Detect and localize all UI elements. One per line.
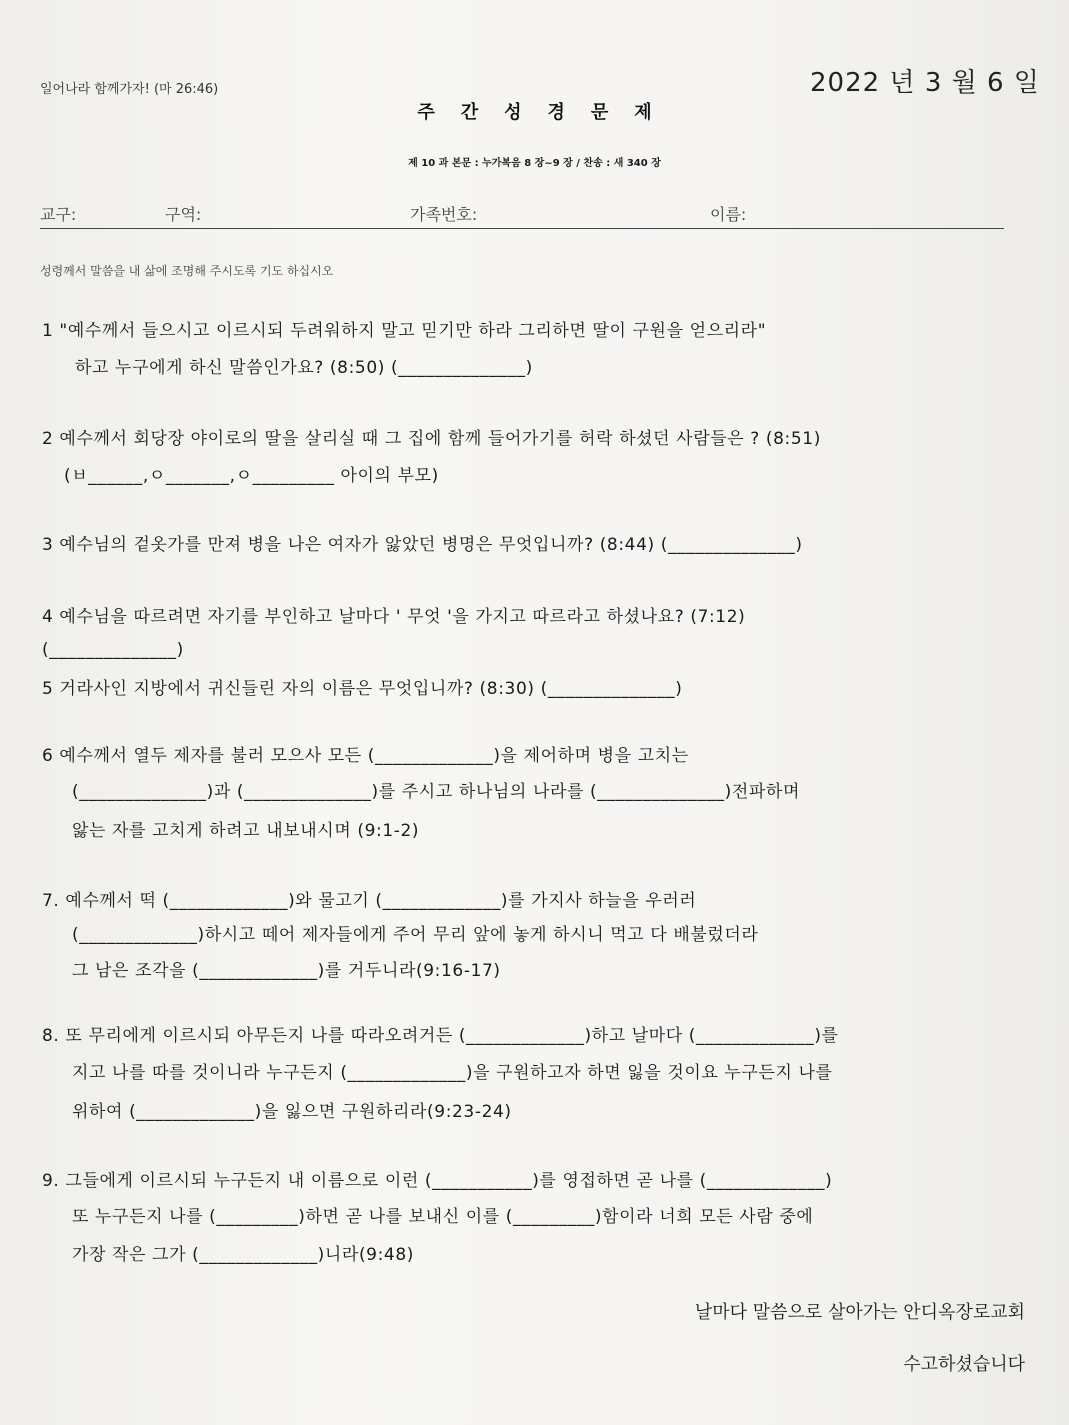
thanks-text: 수고하셨습니다 (903, 1354, 1025, 1375)
parish-field: 교구: (40, 205, 77, 224)
prayer-instruction: 성령께서 말씀을 내 삶에 조명해 주시도록 기도 하십시오 (40, 264, 334, 278)
question-8-line-1: 8. 또 무리에게 이르시되 아무든지 나를 따라오려거든 (_____________)하고 날마다 (_____________)를 (42, 1026, 839, 1046)
question-9-line-3: 가장 작은 그가 (_____________)니라(9:48) (72, 1245, 414, 1265)
question-2-line-1: 2 예수께서 회당장 야이로의 딸을 살리실 때 그 집에 함께 들어가기를 허락 하셨던 사람들은 ? (8:51) (42, 429, 821, 449)
name-field: 이름: (710, 205, 747, 224)
question-8-line-2: 지고 나를 따를 것이니라 누구든지 (_____________)을 구원하고자 하면 잃을 것이요 누구든지 나를 (72, 1063, 833, 1083)
question-7-line-3: 그 남은 조각을 (_____________)를 거두니라(9:16-17) (72, 961, 501, 981)
question-5-line-1: 5 거라사인 지방에서 귀신들린 자의 이름은 무엇입니까? (8:30) (______________) (42, 679, 683, 699)
question-7-line-2: (_____________)하시고 떼어 제자들에게 주어 무리 앞에 놓게 하시니 먹고 다 배불렀더라 (72, 925, 759, 945)
question-3-line-1: 3 예수님의 겉옷가를 만져 병을 나은 여자가 앓았던 병명은 무엇입니까? (8:44) (______________) (42, 535, 803, 555)
question-1-line-1: 1 "예수께서 들으시고 이르시되 두려워하지 말고 믿기만 하라 그리하면 딸이 구원을 얻으리라" (42, 321, 767, 341)
page-title: 주간성경문제 (417, 102, 678, 123)
question-6-line-2: (______________)과 (______________)를 주시고 하나님의 나라를 (______________)전파하며 (72, 782, 800, 802)
question-7-line-1: 7. 예수께서 떡 (_____________)와 물고기 (_____________)를 가지사 하늘을 우러러 (42, 891, 697, 911)
date-text: 2022 년 3 월 6 일 (810, 68, 1040, 98)
question-4-line-2: (______________) (42, 640, 184, 660)
question-1-line-2: 하고 누구에게 하신 말씀인가요? (8:50) (______________) (75, 358, 533, 378)
lesson-subtitle: 제 10 과 본문 : 누가복음 8 장~9 장 / 찬송 : 새 340 장 (408, 158, 661, 169)
question-6-line-1: 6 예수께서 열두 제자를 불러 모으사 모든 (_____________)을 제어하며 병을 고치는 (42, 746, 689, 766)
question-6-line-3: 앓는 자를 고치게 하려고 내보내시며 (9:1-2) (72, 821, 420, 841)
district-field: 구역: (165, 205, 202, 224)
question-9-line-2: 또 누구든지 나를 (_________)하면 곧 나를 보내신 이를 (_________)함이라 너희 모든 사람 중에 (72, 1207, 814, 1227)
question-9-line-1: 9. 그들에게 이르시되 누구든지 내 이름으로 이런 (___________)를 영접하면 곧 나를 (_____________) (42, 1171, 833, 1191)
church-slogan: 날마다 말씀으로 살아가는 안디옥장로교회 (694, 1302, 1025, 1323)
question-2-line-2: (ㅂ______,ㅇ_______,ㅇ_________ 아이의 부모) (64, 466, 439, 486)
question-4-line-1: 4 예수님을 따르려면 자기를 부인하고 날마다 ' 무엇 '을 가지고 따르라고 하셨나요? (7:12) (42, 607, 746, 627)
family-number-field: 가족번호: (410, 205, 478, 224)
motto-text: 일어나라 함께가자! (마 26:46) (40, 82, 219, 97)
info-fields-row (40, 198, 1004, 229)
question-8-line-3: 위하여 (_____________)을 잃으면 구원하리라(9:23-24) (72, 1102, 512, 1122)
